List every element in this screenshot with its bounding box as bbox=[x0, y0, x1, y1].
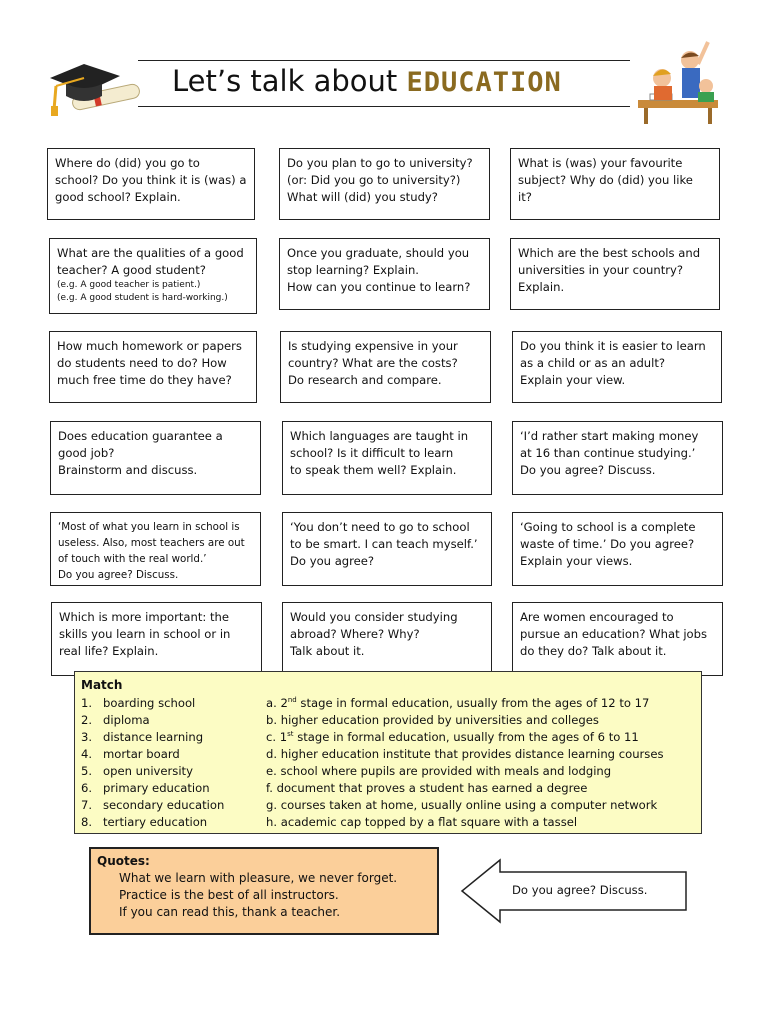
quotes-box bbox=[89, 847, 439, 935]
discussion-arrow bbox=[460, 858, 688, 924]
match-heading: Match bbox=[81, 678, 123, 692]
question-card: Would you consider studying abroad? Where? Why? Talk about it. bbox=[282, 602, 492, 676]
question-card: ‘You don’t need to go to school to be smart. I can teach myself.’ Do you agree? bbox=[282, 512, 492, 586]
students-illustration-icon bbox=[632, 38, 722, 128]
question-card: Does education guarantee a good job? Brainstorm and discuss. bbox=[50, 421, 261, 495]
page-title: Let’s talk about EDUCATION bbox=[172, 64, 562, 98]
match-exercise: Match 1. boarding school a. 2nd stage in formal education, usually from the ages of 12 to 17 2. diploma b. higher education provided by universities and colleges 3. distance learning c. 1st stage in formal education, usually from the ages of 6 to 11 4. mortar board d. higher education institute that provides distance learning courses 5. open university e. school where pupils are provided with meals and lodging 6. primary education f. document that proves a student has earned a degree 7. secondary education g. courses taken at home, usually online using a computer network 8. tertiary education h. academic cap topped by a flat square with a tassel bbox=[74, 671, 702, 834]
question-card: Which are the best schools and universities in your country? Explain. bbox=[510, 238, 720, 310]
question-card: What is (was) your favourite subject? Why do (did) you like it? bbox=[510, 148, 720, 220]
title-rule-top bbox=[138, 60, 630, 61]
question-card: Are women encouraged to pursue an education? What jobs do they do? Talk about it. bbox=[512, 602, 723, 676]
question-card: Once you graduate, should you stop learning? Explain. How can you continue to learn? bbox=[279, 238, 490, 310]
question-card: What are the qualities of a good teacher? A good student? (e.g. A good teacher is patient.) (e.g. A good student is hard-working.) bbox=[49, 238, 257, 314]
title-keyword: EDUCATION bbox=[406, 67, 562, 98]
question-card: Do you think it is easier to learn as a child or as an adult? Explain your view. bbox=[512, 331, 722, 403]
quotes-heading: Quotes: bbox=[97, 854, 150, 868]
question-card: How much homework or papers do students need to do? How much free time do they have? bbox=[49, 331, 257, 403]
quote-line: If you can read this, thank a teacher. bbox=[119, 905, 341, 919]
question-card: Is studying expensive in your country? What are the costs? Do research and compare. bbox=[280, 331, 491, 403]
graduation-cap-icon bbox=[44, 52, 140, 120]
question-card: ‘Going to school is a complete waste of time.’ Do you agree? Explain your views. bbox=[512, 512, 723, 586]
quote-line: Practice is the best of all instructors. bbox=[119, 888, 339, 902]
quote-line: What we learn with pleasure, we never forget. bbox=[119, 871, 398, 885]
title-rule-bottom bbox=[138, 106, 630, 107]
question-card: Which is more important: the skills you learn in school or in real life? Explain. bbox=[51, 602, 262, 676]
question-card: Where do (did) you go to school? Do you think it is (was) a good school? Explain. bbox=[47, 148, 255, 220]
question-card: ‘I’d rather start making money at 16 than continue studying.’ Do you agree? Discuss. bbox=[512, 421, 723, 495]
question-card: Which languages are taught in school? Is it difficult to learn to speak them well? Explain. bbox=[282, 421, 492, 495]
question-card: Do you plan to go to university? (or: Did you go to university?) What will (did) you study? bbox=[279, 148, 490, 220]
arrow-label: Do you agree? Discuss. bbox=[512, 883, 648, 897]
question-card: ‘Most of what you learn in school is useless. Also, most teachers are out of touch with the real world.’ Do you agree? Discuss. bbox=[50, 512, 261, 586]
